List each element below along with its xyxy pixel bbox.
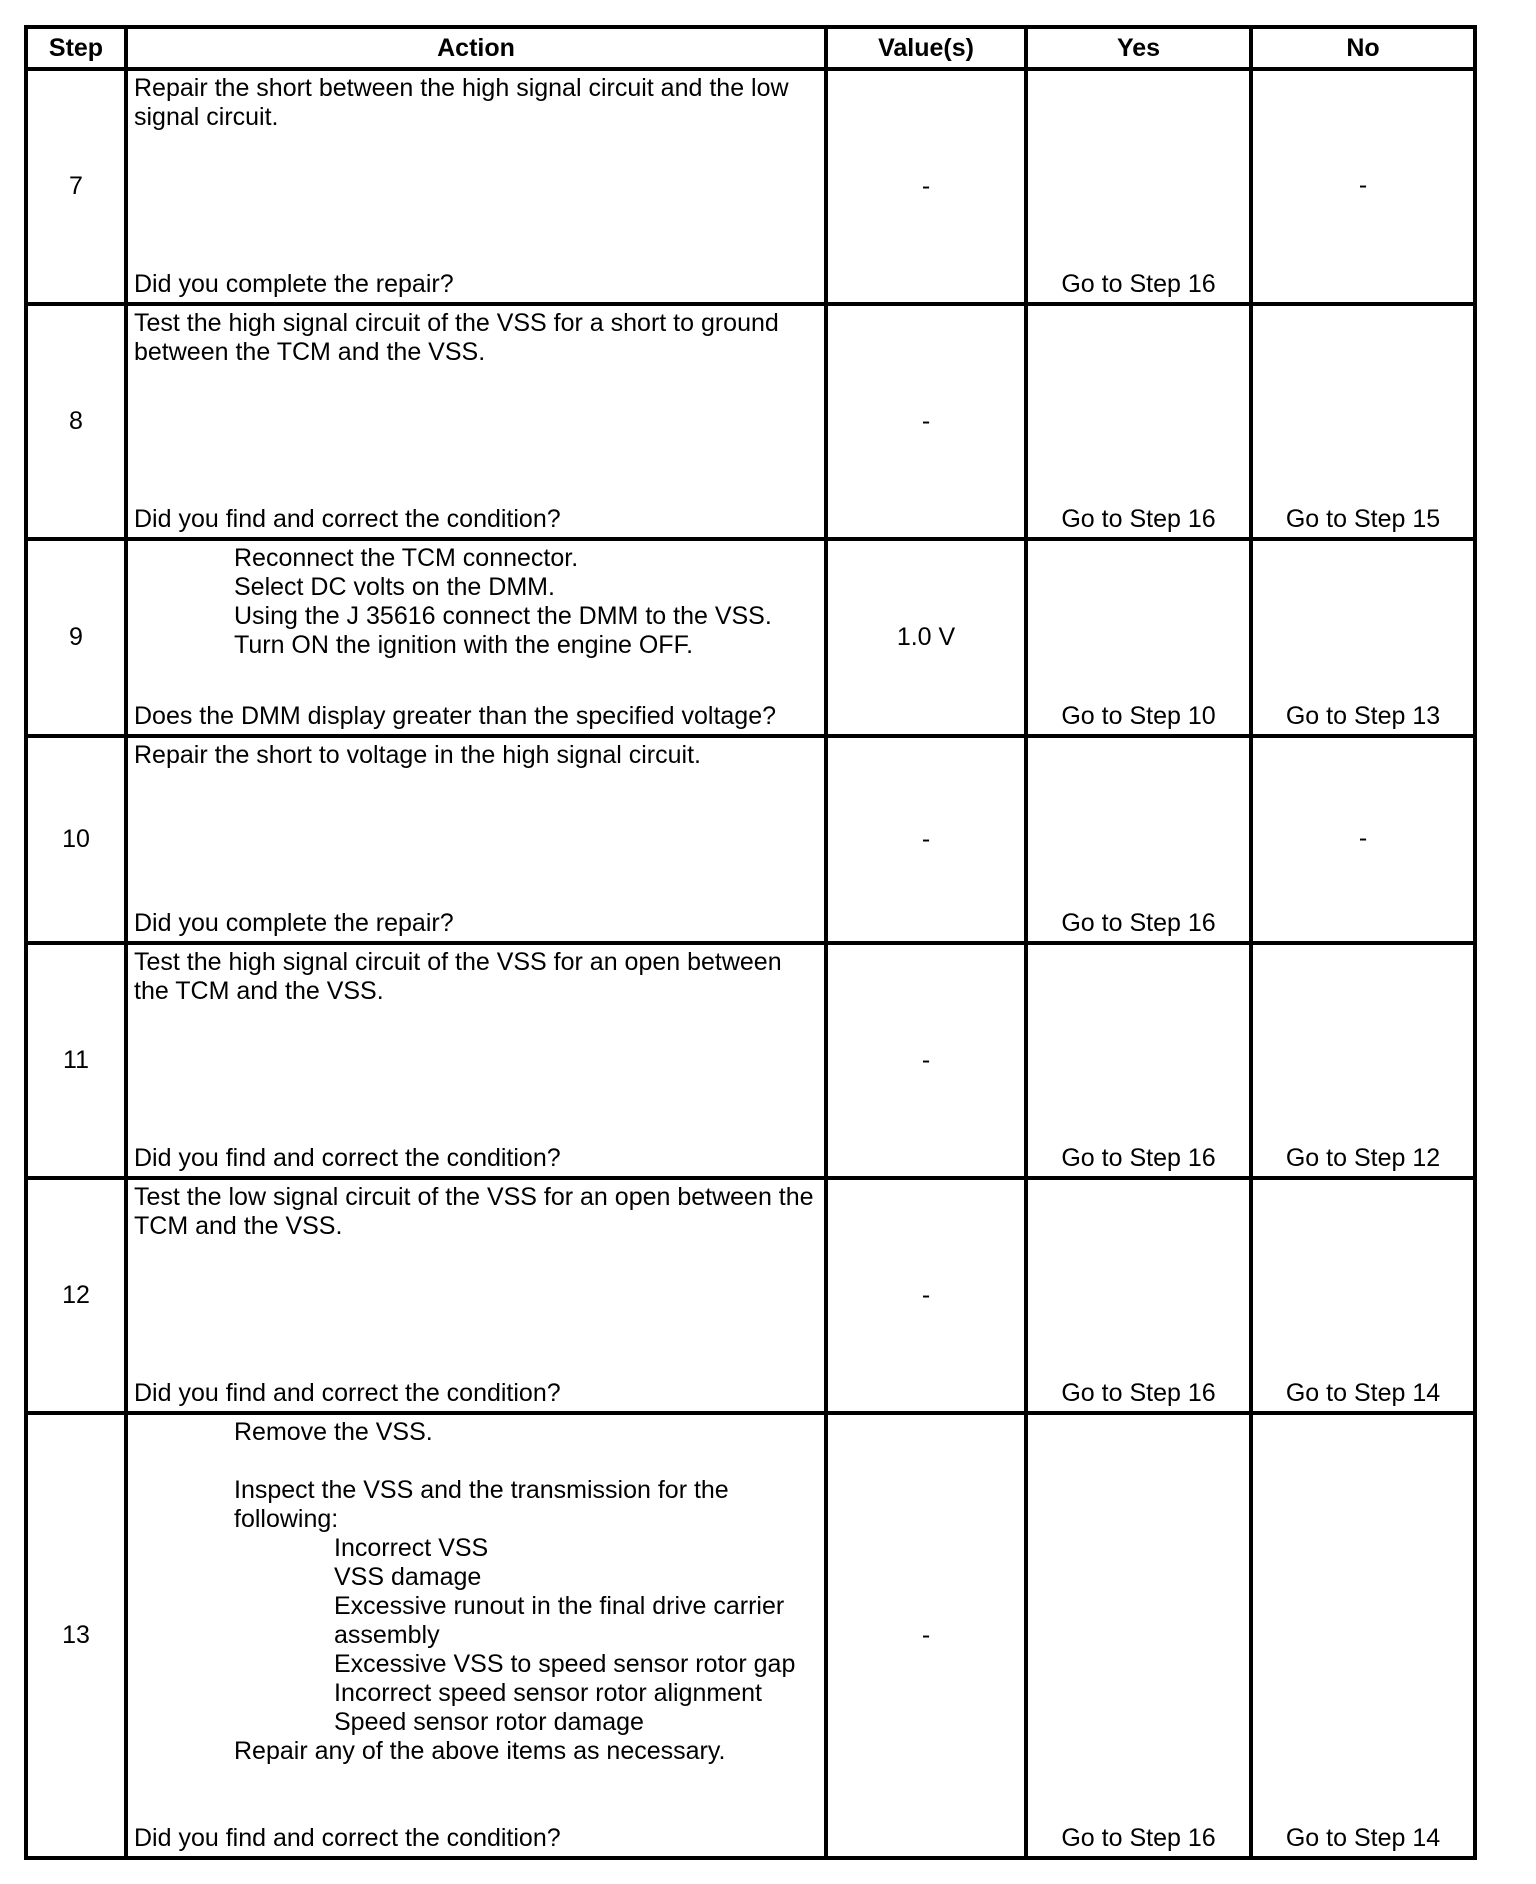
table-row-step-12 xyxy=(26,1178,1475,1413)
value-cell: - xyxy=(826,69,1026,304)
action-cell xyxy=(126,1413,826,1858)
table-row-step-9 xyxy=(26,539,1475,736)
action-line: Inspect the VSS and the transmission for the following: xyxy=(234,1476,729,1533)
action-line: Remove the VSS. xyxy=(234,1418,433,1446)
action-question: Did you find and correct the condition? xyxy=(134,505,561,533)
value-cell: - xyxy=(826,1178,1026,1413)
no-cell: Go to Step 12 xyxy=(1251,943,1475,1178)
table-row-step-7 xyxy=(26,69,1475,304)
action-cell xyxy=(126,539,826,736)
action-line: Repair any of the above items as necessary. xyxy=(234,1737,726,1765)
step-number: 7 xyxy=(26,69,126,304)
step-number: 9 xyxy=(26,539,126,736)
yes-cell: Go to Step 16 xyxy=(1026,1413,1251,1858)
no-cell: Go to Step 13 xyxy=(1251,539,1475,736)
header-action: Action xyxy=(126,27,826,69)
inspect-item: Incorrect speed sensor rotor alignment xyxy=(334,1679,762,1707)
header-yes: Yes xyxy=(1026,27,1251,69)
yes-cell: Go to Step 16 xyxy=(1026,943,1251,1178)
yes-cell: Go to Step 10 xyxy=(1026,539,1251,736)
no-cell: Go to Step 14 xyxy=(1251,1178,1475,1413)
no-cell: - xyxy=(1251,69,1475,304)
action-line: Select DC volts on the DMM. xyxy=(234,573,555,601)
step-number: 10 xyxy=(26,736,126,943)
action-line: Reconnect the TCM connector. xyxy=(234,544,579,572)
action-line: Repair the short to voltage in the high signal circuit. xyxy=(134,741,701,769)
inspect-item: Incorrect VSS xyxy=(334,1534,489,1562)
inspect-item: Excessive VSS to speed sensor rotor gap xyxy=(334,1650,796,1678)
action-question: Did you complete the repair? xyxy=(134,270,454,298)
header-values: Value(s) xyxy=(826,27,1026,69)
inspect-item: Speed sensor rotor damage xyxy=(334,1708,644,1736)
yes-cell: Go to Step 16 xyxy=(1026,736,1251,943)
action-line: Test the low signal circuit of the VSS for an open between the TCM and the VSS. xyxy=(134,1183,814,1240)
value-cell: - xyxy=(826,736,1026,943)
value-cell: 1.0 V xyxy=(826,539,1026,736)
action-line: Turn ON the ignition with the engine OFF. xyxy=(234,631,694,659)
action-cell xyxy=(126,1178,826,1413)
yes-cell: Go to Step 16 xyxy=(1026,1178,1251,1413)
action-cell xyxy=(126,943,826,1178)
action-cell xyxy=(126,736,826,943)
action-cell xyxy=(126,304,826,539)
diagnostic-table xyxy=(24,25,1477,1860)
action-cell xyxy=(126,69,826,304)
no-cell: Go to Step 14 xyxy=(1251,1413,1475,1858)
table-header-row xyxy=(26,27,1475,69)
value-cell: - xyxy=(826,1413,1026,1858)
step-number: 11 xyxy=(26,943,126,1178)
table-row-step-8 xyxy=(26,304,1475,539)
table-row-step-11 xyxy=(26,943,1475,1178)
action-question: Did you find and correct the condition? xyxy=(134,1379,561,1407)
inspect-item: VSS damage xyxy=(334,1563,482,1591)
action-question: Did you complete the repair? xyxy=(134,909,454,937)
table-row-step-10 xyxy=(26,736,1475,943)
header-step: Step xyxy=(26,27,126,69)
action-line: Repair the short between the high signal circuit and the low signal circuit. xyxy=(134,74,789,131)
action-question: Did you find and correct the condition? xyxy=(134,1144,561,1172)
yes-cell: Go to Step 16 xyxy=(1026,304,1251,539)
action-question: Does the DMM display greater than the specified voltage? xyxy=(134,702,777,730)
header-no: No xyxy=(1251,27,1475,69)
step-number: 13 xyxy=(26,1413,126,1858)
value-cell: - xyxy=(826,943,1026,1178)
inspect-item: Excessive runout in the final drive carrier assembly xyxy=(334,1592,785,1649)
yes-cell: Go to Step 16 xyxy=(1026,69,1251,304)
no-cell: Go to Step 15 xyxy=(1251,304,1475,539)
step-number: 12 xyxy=(26,1178,126,1413)
action-line: Test the high signal circuit of the VSS for a short to ground between the TCM and the VSS. xyxy=(134,309,779,366)
action-line: Test the high signal circuit of the VSS for an open between the TCM and the VSS. xyxy=(134,948,782,1005)
table-row-step-13 xyxy=(26,1413,1475,1858)
no-cell: - xyxy=(1251,736,1475,943)
action-line: Using the J 35616 connect the DMM to the VSS. xyxy=(234,602,772,630)
step-number: 8 xyxy=(26,304,126,539)
value-cell: - xyxy=(826,304,1026,539)
action-question: Did you find and correct the condition? xyxy=(134,1824,561,1852)
